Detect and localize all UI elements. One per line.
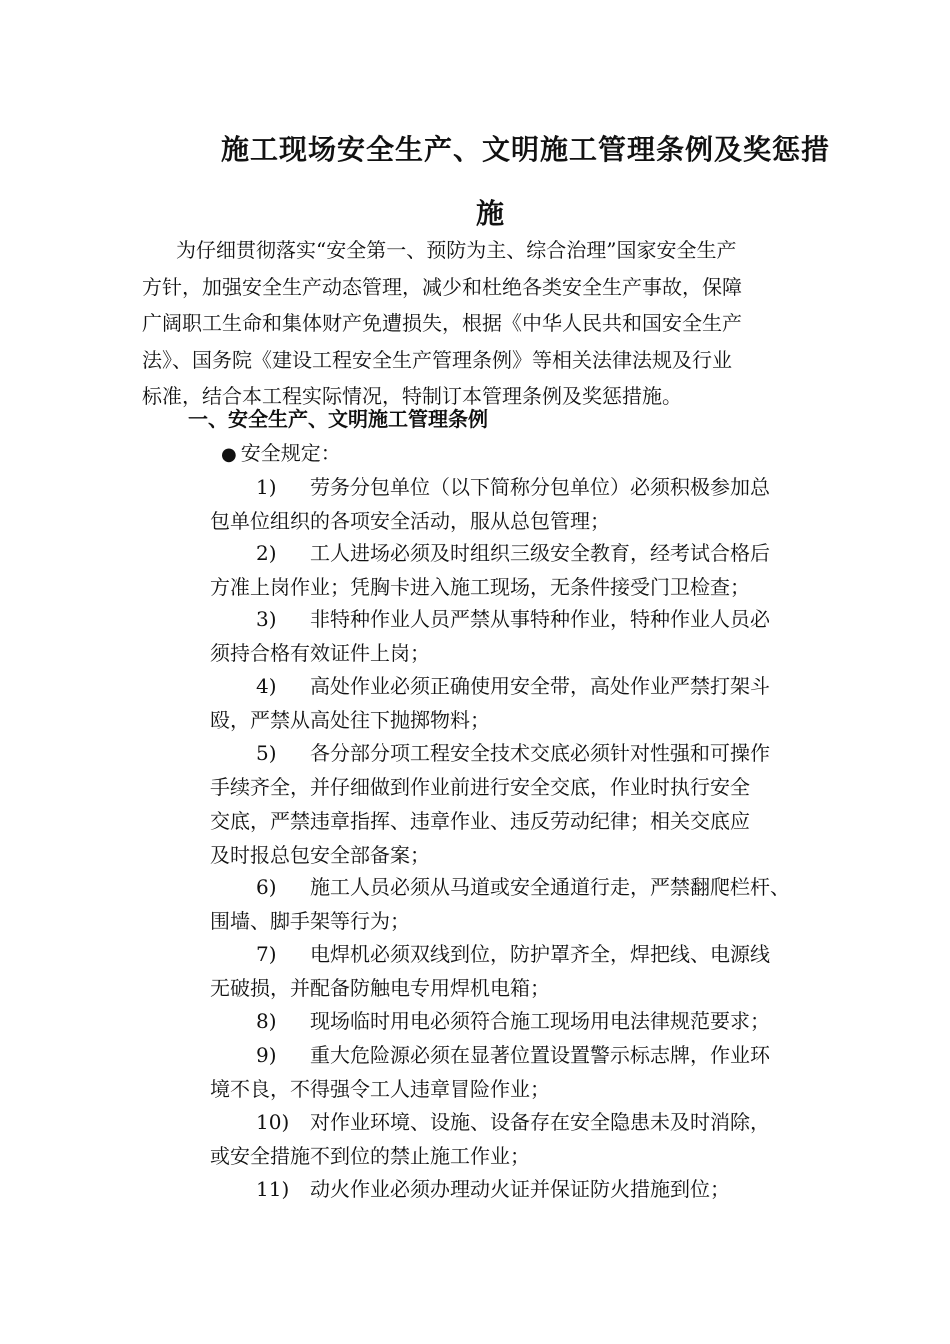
item-text: 或安全措施不到位的禁止施工作业； bbox=[210, 1144, 530, 1168]
bullet-heading bbox=[221, 436, 341, 472]
document-title bbox=[221, 118, 841, 246]
item-number: 10) bbox=[256, 1110, 290, 1134]
item-text: 劳务分包单位（以下简称分包单位）必须积极参加总 bbox=[310, 475, 770, 499]
item-number: 3) bbox=[256, 607, 277, 631]
list-item bbox=[210, 602, 850, 670]
list-item bbox=[210, 536, 850, 604]
item-text: 非特种作业人员严禁从事特种作业，特种作业人员必 bbox=[310, 607, 770, 631]
list-item bbox=[210, 1172, 850, 1206]
item-number: 5) bbox=[256, 741, 277, 765]
item-text: 包单位组织的各项安全活动，服从总包管理； bbox=[210, 509, 610, 533]
item-text: 重大危险源必须在显著位置设置警示标志牌，作业环 bbox=[310, 1043, 770, 1067]
intro-line: 方针，加强安全生产动态管理，减少和杜绝各类安全生产事故，保障 bbox=[142, 274, 742, 299]
item-text: 及时报总包安全部备案； bbox=[210, 843, 430, 867]
item-text: 工人进场必须及时组织三级安全教育，经考试合格后 bbox=[310, 541, 770, 565]
list-item bbox=[210, 470, 850, 538]
item-text: 殴，严禁从高处往下抛掷物料； bbox=[210, 708, 490, 732]
item-text: 电焊机必须双线到位，防护罩齐全，焊把线、电源线 bbox=[310, 942, 770, 966]
item-text: 现场临时用电必须符合施工现场用电法律规范要求； bbox=[310, 1009, 770, 1033]
intro-line: 标准，结合本工程实际情况，特制订本管理条例及奖惩措施。 bbox=[142, 384, 682, 408]
list-item bbox=[210, 736, 850, 872]
item-text: 手续齐全，并仔细做到作业前进行安全交底，作业时执行安全 bbox=[210, 775, 750, 799]
item-text: 无破损，并配备防触电专用焊机电箱； bbox=[210, 976, 550, 1000]
intro-line: 广阔职工生命和集体财产免遭损失，根据《中华人民共和国安全生产 bbox=[142, 311, 742, 335]
bullet-label: 安全规定： bbox=[240, 441, 341, 465]
item-number: 9) bbox=[256, 1043, 277, 1067]
item-number: 11) bbox=[256, 1177, 290, 1201]
item-text: 高处作业必须正确使用安全带，高处作业严禁打架斗 bbox=[310, 674, 770, 698]
item-text: 交底，严禁违章指挥、违章作业、违反劳动纪律；相关交底应 bbox=[210, 809, 750, 833]
item-text: 动火作业必须办理动火证并保证防火措施到位； bbox=[310, 1177, 730, 1201]
intro-line: 为仔细贯彻落实“安全第一、预防为主、综合治理”国家安全生产 bbox=[176, 238, 737, 262]
list-item bbox=[210, 669, 850, 737]
item-text: 须持合格有效证件上岗； bbox=[210, 641, 430, 665]
list-item bbox=[210, 1105, 850, 1173]
list-item bbox=[210, 1038, 850, 1106]
item-number: 6) bbox=[256, 875, 277, 899]
item-text: 方准上岗作业；凭胸卡进入施工现场，无条件接受门卫检查； bbox=[210, 575, 750, 599]
list-item bbox=[210, 870, 850, 938]
intro-paragraph bbox=[142, 232, 842, 415]
bullet-icon: ● bbox=[221, 444, 237, 465]
title-line-2: 施 bbox=[476, 197, 506, 230]
list-item bbox=[210, 937, 850, 1005]
item-number: 2) bbox=[256, 541, 277, 565]
item-text: 境不良，不得强令工人违章冒险作业； bbox=[210, 1077, 550, 1101]
item-text: 施工人员必须从马道或安全通道行走，严禁翻爬栏杆、 bbox=[310, 875, 790, 899]
item-number: 4) bbox=[256, 674, 277, 698]
list-item bbox=[210, 1004, 850, 1038]
item-text: 各分部分项工程安全技术交底必须针对性强和可操作 bbox=[310, 741, 770, 765]
intro-line: 法》、国务院《建设工程安全生产管理条例》等相关法律法规及行业 bbox=[142, 347, 732, 372]
item-number: 7) bbox=[256, 942, 277, 966]
section-heading: 一、安全生产、文明施工管理条例 bbox=[188, 407, 488, 431]
item-number: 1) bbox=[256, 475, 277, 499]
item-text: 围墙、脚手架等行为； bbox=[210, 909, 410, 933]
item-text: 对作业环境、设施、设备存在安全隐患未及时消除， bbox=[310, 1110, 770, 1134]
item-number: 8) bbox=[256, 1009, 277, 1033]
title-line-1: 施工现场安全生产、文明施工管理条例及奖惩措 bbox=[221, 133, 831, 166]
